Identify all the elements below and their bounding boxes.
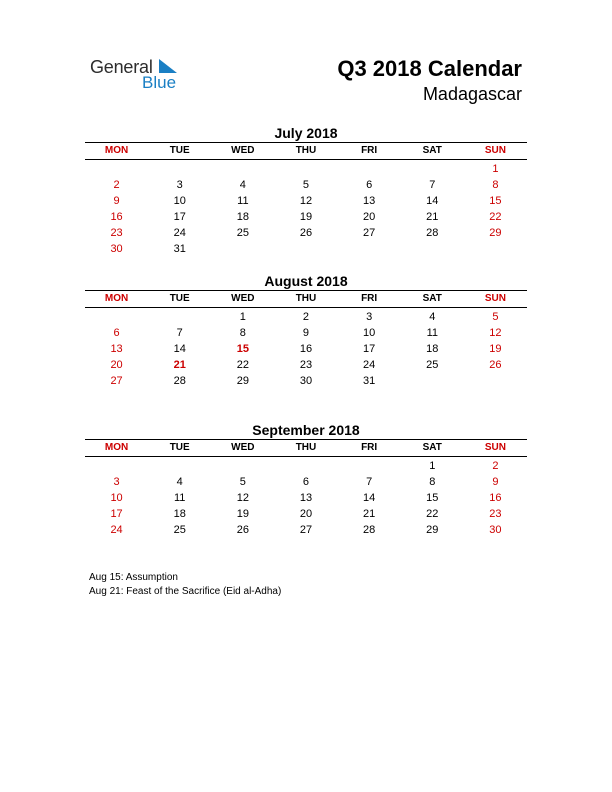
weekday-sat: SAT bbox=[422, 145, 442, 156]
day-cell: 19 bbox=[299, 211, 313, 223]
week-row bbox=[85, 506, 527, 522]
day-cell: 12 bbox=[236, 492, 249, 504]
day-cell: 6 bbox=[113, 327, 120, 339]
week-row bbox=[85, 193, 527, 209]
weekday-sun: SUN bbox=[484, 145, 506, 156]
weekday-thu: THU bbox=[295, 442, 317, 453]
day-cell: 5 bbox=[302, 179, 310, 191]
day-cell: 9 bbox=[492, 476, 499, 488]
day-cell: 31 bbox=[173, 243, 186, 255]
logo-triangle-icon bbox=[159, 59, 177, 73]
day-cell: 30 bbox=[299, 375, 313, 387]
weekday-header-row bbox=[85, 142, 527, 160]
day-cell: 18 bbox=[173, 508, 186, 520]
week-row bbox=[85, 373, 527, 389]
day-cell: 24 bbox=[363, 359, 376, 371]
day-cell: 22 bbox=[236, 359, 249, 371]
day-cell bbox=[148, 309, 211, 325]
day-cell bbox=[401, 161, 464, 177]
day-cell bbox=[338, 161, 401, 177]
day-cell: 1 bbox=[492, 163, 499, 175]
day-cell: 10 bbox=[173, 195, 186, 207]
day-cell: 1 bbox=[239, 311, 246, 323]
day-cell: 13 bbox=[299, 492, 313, 504]
day-cell: 7 bbox=[366, 476, 373, 488]
day-cell: 8 bbox=[492, 179, 499, 191]
day-cell: 5 bbox=[239, 476, 246, 488]
day-cell: 7 bbox=[176, 327, 183, 339]
month-title: July 2018 bbox=[274, 125, 338, 141]
day-cell: 23 bbox=[299, 359, 313, 371]
day-cell: 24 bbox=[173, 227, 186, 239]
month-grid bbox=[85, 308, 527, 389]
day-cell: 14 bbox=[363, 492, 376, 504]
day-cell bbox=[274, 241, 337, 257]
weekday-mon: MON bbox=[104, 442, 129, 453]
country-name: Madagascar bbox=[422, 84, 522, 104]
day-cell: 18 bbox=[426, 343, 439, 355]
weekday-header-row bbox=[85, 290, 527, 308]
day-cell: 8 bbox=[429, 476, 436, 488]
day-cell: 21 bbox=[426, 211, 439, 223]
week-row bbox=[85, 161, 527, 177]
day-cell bbox=[401, 373, 464, 389]
day-cell: 11 bbox=[174, 492, 186, 504]
day-cell: 3 bbox=[176, 179, 183, 191]
weekday-sun: SUN bbox=[484, 442, 506, 453]
month-title: September 2018 bbox=[252, 422, 360, 438]
day-cell bbox=[464, 241, 527, 257]
day-cell: 10 bbox=[110, 492, 123, 504]
day-cell: 26 bbox=[236, 524, 249, 536]
holiday-note: Aug 21: Feast of the Sacrifice (Eid al-Adha) bbox=[89, 586, 282, 597]
weekday-tue: TUE bbox=[169, 293, 190, 304]
day-cell: 17 bbox=[173, 211, 186, 223]
day-cell: 18 bbox=[236, 211, 249, 223]
day-cell: 29 bbox=[236, 375, 249, 387]
weekday-tue: TUE bbox=[169, 145, 190, 156]
day-cell: 9 bbox=[113, 195, 120, 207]
day-cell: 31 bbox=[363, 375, 376, 387]
day-cell: 2 bbox=[492, 460, 499, 472]
day-cell: 7 bbox=[429, 179, 436, 191]
week-row bbox=[85, 241, 527, 257]
day-cell: 24 bbox=[110, 524, 123, 536]
day-cell: 2 bbox=[113, 179, 120, 191]
weekday-mon: MON bbox=[104, 293, 129, 304]
day-cell: 23 bbox=[489, 508, 502, 520]
day-cell bbox=[211, 161, 274, 177]
day-cell: 27 bbox=[110, 375, 123, 387]
day-cell bbox=[338, 241, 401, 257]
day-cell bbox=[274, 458, 337, 474]
day-cell bbox=[148, 458, 211, 474]
week-row bbox=[85, 209, 527, 225]
day-cell: 20 bbox=[110, 359, 123, 371]
weekday-thu: THU bbox=[295, 145, 317, 156]
day-cell: 2 bbox=[302, 311, 310, 323]
day-cell: 20 bbox=[299, 508, 313, 520]
day-cell: 19 bbox=[236, 508, 249, 520]
day-cell: 30 bbox=[489, 524, 502, 536]
day-cell bbox=[85, 161, 148, 177]
day-cell: 30 bbox=[110, 243, 123, 255]
day-cell: 6 bbox=[302, 476, 310, 488]
day-cell: 26 bbox=[299, 227, 313, 239]
week-row bbox=[85, 177, 527, 193]
day-cell: 16 bbox=[299, 343, 313, 355]
week-row bbox=[85, 522, 527, 538]
day-cell: 4 bbox=[176, 476, 183, 488]
day-cell: 16 bbox=[110, 211, 123, 223]
holiday-note: Aug 15: Assumption bbox=[89, 572, 178, 583]
day-cell bbox=[85, 309, 148, 325]
day-cell: 15 bbox=[236, 343, 249, 355]
week-row bbox=[85, 309, 527, 325]
weekday-thu: THU bbox=[295, 293, 317, 304]
week-row bbox=[85, 357, 527, 373]
day-cell: 25 bbox=[173, 524, 186, 536]
day-cell bbox=[211, 458, 274, 474]
day-cell: 16 bbox=[489, 492, 502, 504]
weekday-fri: FRI bbox=[361, 145, 378, 156]
month-september bbox=[85, 421, 527, 538]
weekday-tue: TUE bbox=[169, 442, 190, 453]
day-cell: 25 bbox=[426, 359, 439, 371]
day-cell: 3 bbox=[366, 311, 373, 323]
day-cell: 4 bbox=[429, 311, 436, 323]
week-row bbox=[85, 225, 527, 241]
day-cell: 12 bbox=[489, 327, 502, 339]
day-cell: 13 bbox=[110, 343, 123, 355]
day-cell: 26 bbox=[489, 359, 502, 371]
day-cell: 14 bbox=[426, 195, 439, 207]
logo-blue-text: Blue bbox=[142, 73, 177, 92]
day-cell: 25 bbox=[236, 227, 249, 239]
day-cell: 27 bbox=[363, 227, 376, 239]
day-cell: 23 bbox=[110, 227, 123, 239]
day-cell: 20 bbox=[363, 211, 376, 223]
day-cell: 14 bbox=[173, 343, 186, 355]
day-cell bbox=[85, 458, 148, 474]
day-cell bbox=[211, 241, 274, 257]
day-cell bbox=[274, 161, 337, 177]
day-cell: 9 bbox=[302, 327, 310, 339]
logo-general-text: General bbox=[90, 57, 153, 77]
weekday-sat: SAT bbox=[422, 293, 442, 304]
weekday-wed: WED bbox=[231, 293, 255, 304]
week-row bbox=[85, 325, 527, 341]
day-cell: 28 bbox=[363, 524, 376, 536]
day-cell: 10 bbox=[363, 327, 376, 339]
day-cell: 22 bbox=[426, 508, 439, 520]
day-cell: 29 bbox=[426, 524, 439, 536]
day-cell: 11 bbox=[426, 327, 438, 339]
day-cell bbox=[338, 458, 401, 474]
day-cell: 19 bbox=[489, 343, 502, 355]
day-cell: 6 bbox=[366, 179, 373, 191]
weekday-header-row bbox=[85, 439, 527, 457]
day-cell: 13 bbox=[363, 195, 376, 207]
weekday-mon: MON bbox=[104, 145, 129, 156]
day-cell: 3 bbox=[113, 476, 120, 488]
day-cell bbox=[401, 241, 464, 257]
day-cell: 21 bbox=[363, 508, 376, 520]
day-cell: 29 bbox=[489, 227, 502, 239]
day-cell: 11 bbox=[237, 195, 249, 207]
weekday-wed: WED bbox=[231, 442, 255, 453]
day-cell: 21 bbox=[173, 359, 186, 371]
day-cell: 28 bbox=[426, 227, 439, 239]
weekday-sun: SUN bbox=[484, 293, 506, 304]
day-cell: 15 bbox=[426, 492, 439, 504]
holiday-notes bbox=[89, 571, 281, 599]
day-cell: 17 bbox=[110, 508, 123, 520]
day-cell: 4 bbox=[239, 179, 246, 191]
day-cell: 8 bbox=[239, 327, 246, 339]
generalblue-logo bbox=[90, 57, 200, 97]
month-july bbox=[85, 124, 527, 257]
day-cell: 27 bbox=[299, 524, 313, 536]
day-cell: 22 bbox=[489, 211, 502, 223]
day-cell: 1 bbox=[429, 460, 436, 472]
week-row bbox=[85, 458, 527, 474]
week-row bbox=[85, 474, 527, 490]
day-cell: 17 bbox=[363, 343, 376, 355]
week-row bbox=[85, 341, 527, 357]
weekday-sat: SAT bbox=[422, 442, 442, 453]
day-cell: 28 bbox=[173, 375, 186, 387]
month-august bbox=[85, 272, 527, 389]
month-grid bbox=[85, 457, 527, 538]
month-grid bbox=[85, 160, 527, 257]
weekday-fri: FRI bbox=[361, 293, 378, 304]
weekday-fri: FRI bbox=[361, 442, 378, 453]
month-title: August 2018 bbox=[264, 273, 348, 289]
day-cell: 15 bbox=[489, 195, 502, 207]
page-title: Q3 2018 Calendar bbox=[337, 56, 522, 81]
day-cell bbox=[464, 373, 527, 389]
day-cell bbox=[148, 161, 211, 177]
week-row bbox=[85, 490, 527, 506]
weekday-wed: WED bbox=[231, 145, 255, 156]
day-cell: 5 bbox=[492, 311, 499, 323]
day-cell: 12 bbox=[299, 195, 313, 207]
